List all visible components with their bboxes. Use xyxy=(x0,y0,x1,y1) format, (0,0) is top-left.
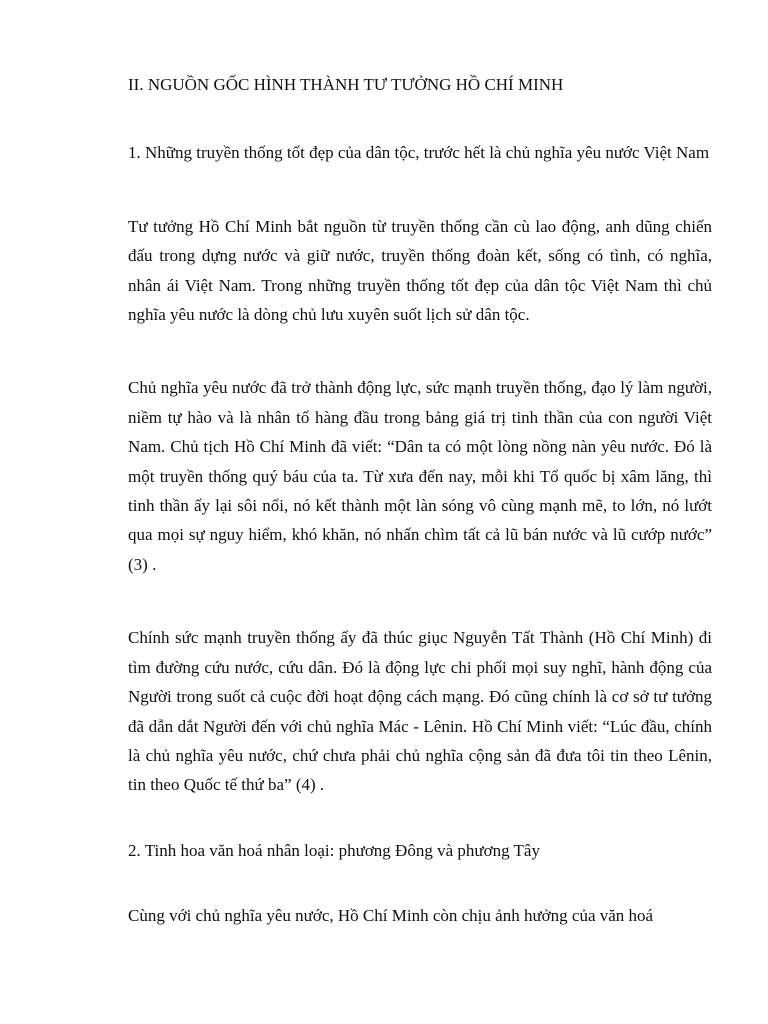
paragraph-patriotism: Chủ nghĩa yêu nước đã trở thành động lực, sức mạnh truyền thống, đạo lý làm người, niềm tự hào và là nhân tố hàng đầu trong bảng giá trị tinh thần của con người Việt Nam. Chủ tịch Hồ Chí Minh đã viết: “Dân ta có một lòng nồng nàn yêu nước. Đó là một truyền thống quý báu của ta. Từ xưa đến nay, mỗi khi Tổ quốc bị xâm lăng, thì tinh thần ấy lại sôi nổi, nó kết thành một làn sóng vô cùng mạnh mẽ, to lớn, nó lướt qua mọi sự nguy hiểm, khó khăn, nó nhấn chìm tất cả lũ bán nước và lũ cướp nước” (3) . xyxy=(128,378,712,574)
paragraph-culture-partial: Cùng với chủ nghĩa yêu nước, Hồ Chí Minh còn chịu ảnh hưởng của văn hoá xyxy=(128,906,654,926)
paragraph-motivation: Chính sức mạnh truyền thống ấy đã thúc giục Nguyễn Tất Thành (Hồ Chí Minh) đi tìm đường cứu nước, cứu dân. Đó là động lực chi phối mọi suy nghĩ, hành động của Người trong suốt cả cuộc đời hoạt động cách mạng. Đó cũng chính là cơ sở tư tưởng đã dẫn dắt Người đến với chủ nghĩa Mác - Lênin. Hồ Chí Minh viết: “Lúc đầu, chính là chủ nghĩa yêu nước, chứ chưa phải chủ nghĩa cộng sản đã đưa tôi tin theo Lênin, tin theo Quốc tế thứ ba” (4) . xyxy=(128,628,712,795)
document-body xyxy=(128,70,712,931)
paragraph-origins: Tư tưởng Hồ Chí Minh bắt nguồn từ truyền thống cần cù lao động, anh dũng chiến đấu trong dựng nước và giữ nước, truyền thống đoàn kết, sống có tình, có nghĩa, nhân ái Việt Nam. Trong những truyền thống tốt đẹp của dân tộc Việt Nam thì chủ nghĩa yêu nước là dòng chủ lưu xuyên suốt lịch sử dân tộc. xyxy=(128,216,712,325)
subheading-traditions: 1. Những truyền thống tốt đẹp của dân tộc, trước hết là chủ nghĩa yêu nước Việt Nam xyxy=(128,143,710,163)
section-heading: II. NGUỒN GỐC HÌNH THÀNH TƯ TƯỞNG HỒ CHÍ MINH xyxy=(128,75,564,94)
subheading-culture: 2. Tinh hoa văn hoá nhân loại: phương Đông và phương Tây xyxy=(128,840,540,860)
